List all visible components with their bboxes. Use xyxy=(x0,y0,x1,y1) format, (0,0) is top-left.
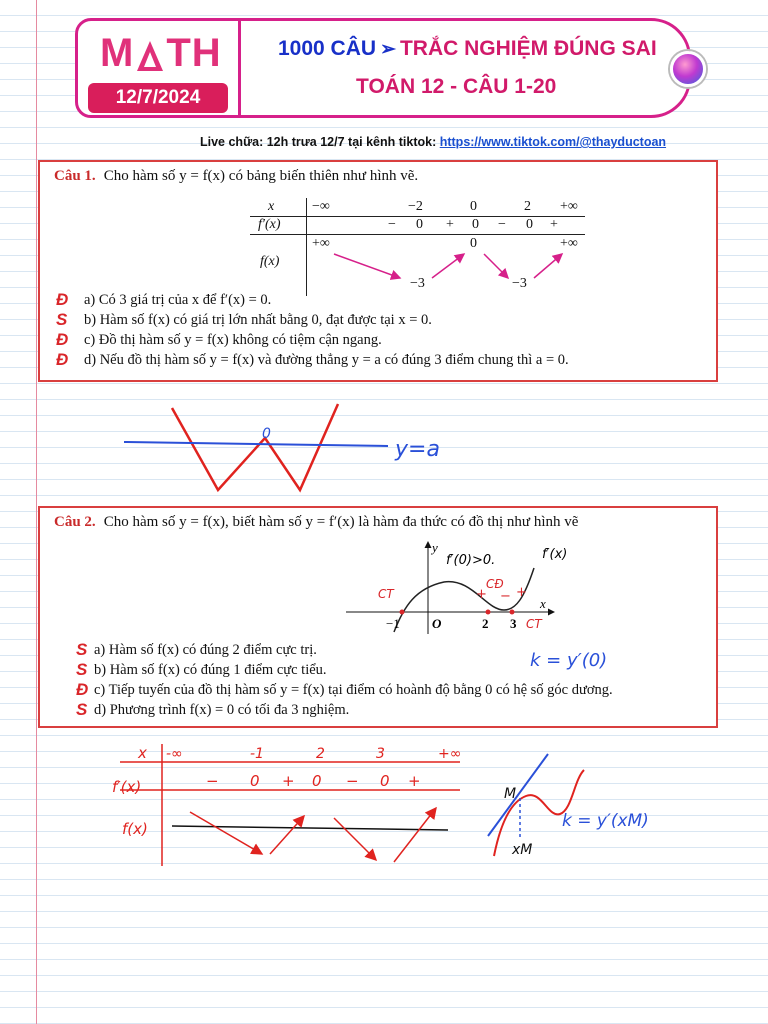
table-x-label: x xyxy=(268,199,275,214)
answer-mark: S xyxy=(56,310,68,329)
question-1-title xyxy=(54,168,418,185)
sketch-sign: 0 xyxy=(250,772,260,790)
tiktok-link[interactable]: https://www.tiktok.com/@thayductoan xyxy=(439,135,667,149)
sketch-zero-label: 0 xyxy=(262,426,271,442)
annotation: + xyxy=(516,585,527,600)
annotation: f′(0)>0. xyxy=(446,553,496,568)
table-sign: + xyxy=(446,217,454,232)
annotation: CT xyxy=(526,617,542,631)
tangent-x-label: xM xyxy=(512,842,533,858)
question-2-title xyxy=(54,514,578,531)
table-f-value: 0 xyxy=(470,236,477,251)
question-2-box xyxy=(38,506,718,728)
sketch-sign: + xyxy=(282,772,295,790)
graph-tick: 2 xyxy=(482,616,489,631)
option-d: d) Nếu đồ thị hàm số y = f(x) và đường thẳng y = a có đúng 3 điểm chung thì a = 0. xyxy=(84,352,569,368)
live-label: Live chữa: 12h trưa 12/7 tại kênh tiktok: xyxy=(200,135,440,149)
table-sign: − xyxy=(388,217,396,232)
answer-mark: Đ xyxy=(56,350,69,369)
annotation: − xyxy=(500,589,511,604)
question-2-label: Câu 2. xyxy=(54,514,96,530)
sketch-sign: − xyxy=(346,772,359,790)
table-f-value: −3 xyxy=(410,276,425,291)
annotation: CT xyxy=(378,587,394,601)
slope-note: k = y′(0) xyxy=(530,650,608,671)
graph-x-label: x xyxy=(540,596,546,611)
answer-mark: Đ xyxy=(56,290,69,309)
answer-mark: Đ xyxy=(56,330,69,349)
logo-text-right: TH xyxy=(166,31,222,75)
sketch-x-value: 2 xyxy=(316,746,325,762)
annotation: + xyxy=(476,587,487,602)
math-logo xyxy=(100,33,222,73)
table-f-label: f(x) xyxy=(260,254,280,269)
logo-box xyxy=(78,21,241,115)
date-badge: 12/7/2024 xyxy=(88,83,228,113)
header-subtitle: TOÁN 12 - CÂU 1-20 xyxy=(356,75,557,98)
title-count: 1000 CÂU xyxy=(278,37,377,60)
annotation: f′(x) xyxy=(542,547,568,562)
sketch-row-label: f(x) xyxy=(122,820,148,838)
live-info xyxy=(200,135,666,149)
title-topic: TRẮC NGHIỆM ĐÚNG SAI xyxy=(399,37,657,60)
sketch-line-label: y=a xyxy=(395,437,440,462)
derivative-graph xyxy=(336,536,576,636)
logo-triangle-icon xyxy=(136,39,164,73)
sketch-sign: 0 xyxy=(312,772,322,790)
graph-tick: −1 xyxy=(386,616,400,631)
table-sign: 0 xyxy=(416,217,423,232)
table-f-value: +∞ xyxy=(312,236,330,251)
tangent-point-label: M xyxy=(504,786,517,802)
question-1-label: Câu 1. xyxy=(54,168,96,184)
sketch-row-label: x xyxy=(138,744,147,762)
graph-y-label: y xyxy=(432,540,438,555)
sketch-x-value: -∞ xyxy=(166,746,183,762)
table-x-value: −2 xyxy=(408,199,423,214)
variation-table xyxy=(250,198,600,298)
table-x-value: 0 xyxy=(470,199,477,214)
question-1-stem: Cho hàm số y = f(x) có bảng biến thiên như hình vẽ. xyxy=(103,168,419,184)
table-f-value: +∞ xyxy=(560,236,578,251)
tangent-slope-note: k = y′(xM) xyxy=(562,811,649,831)
answer-mark: S xyxy=(76,700,88,719)
table-f-value: −3 xyxy=(512,276,527,291)
option-c: c) Tiếp tuyến của đồ thị hàm số y = f(x) tại điểm có hoành độ bằng 0 có hệ số góc dương. xyxy=(94,682,613,698)
annotation: CĐ xyxy=(486,577,504,591)
logo-text-left: M xyxy=(100,31,135,75)
header-title xyxy=(278,37,657,61)
option-a: a) Có 3 giá trị của x để f′(x) = 0. xyxy=(84,292,272,308)
answer-mark: S xyxy=(76,660,88,679)
table-sign: + xyxy=(550,217,558,232)
table-sign: 0 xyxy=(526,217,533,232)
table-sign: − xyxy=(498,217,506,232)
sketch-sign: 0 xyxy=(380,772,390,790)
decorative-circle-icon xyxy=(670,51,706,87)
sketch-x-value: 3 xyxy=(376,746,385,762)
option-d: d) Phương trình f(x) = 0 có tối đa 3 nghiệm. xyxy=(94,702,350,718)
table-x-value: 2 xyxy=(524,199,531,214)
sketch-curve xyxy=(172,404,338,490)
sketch-sign: − xyxy=(206,772,219,790)
table-arrows xyxy=(250,198,600,298)
sketch-sign: + xyxy=(408,772,421,790)
table-fp-label: f′(x) xyxy=(258,217,281,232)
answer-mark: S xyxy=(76,640,88,659)
table-sign: 0 xyxy=(472,217,479,232)
option-c: c) Đồ thị hàm số y = f(x) không có tiệm cận ngang. xyxy=(84,332,382,348)
header-banner xyxy=(75,18,691,118)
table-x-value: −∞ xyxy=(312,199,330,214)
graph-origin: O xyxy=(432,616,442,631)
option-a: a) Hàm số f(x) có đúng 2 điểm cực trị. xyxy=(94,642,317,658)
arrow-icon: ➢ xyxy=(380,39,396,60)
sketch-row-label: f′(x) xyxy=(112,778,142,796)
table-x-value: +∞ xyxy=(560,199,578,214)
answer-mark: Đ xyxy=(76,680,89,699)
sketch-x-value: +∞ xyxy=(438,746,462,762)
handwritten-sketch-1 xyxy=(0,390,768,502)
sketch-x-value: -1 xyxy=(250,746,264,762)
question-2-stem: Cho hàm số y = f(x), biết hàm số y = f′(x) là hàm đa thức có đồ thị như hình vẽ xyxy=(103,514,579,530)
handwritten-sketch-2 xyxy=(0,736,768,886)
option-b: b) Hàm số f(x) có giá trị lớn nhất bằng 0, đạt được tại x = 0. xyxy=(84,312,432,328)
question-1-box xyxy=(38,160,718,382)
graph-tick: 3 xyxy=(510,616,517,631)
sketch-line-y-a xyxy=(124,442,388,446)
option-b: b) Hàm số f(x) có đúng 1 điểm cực tiểu. xyxy=(94,662,327,678)
